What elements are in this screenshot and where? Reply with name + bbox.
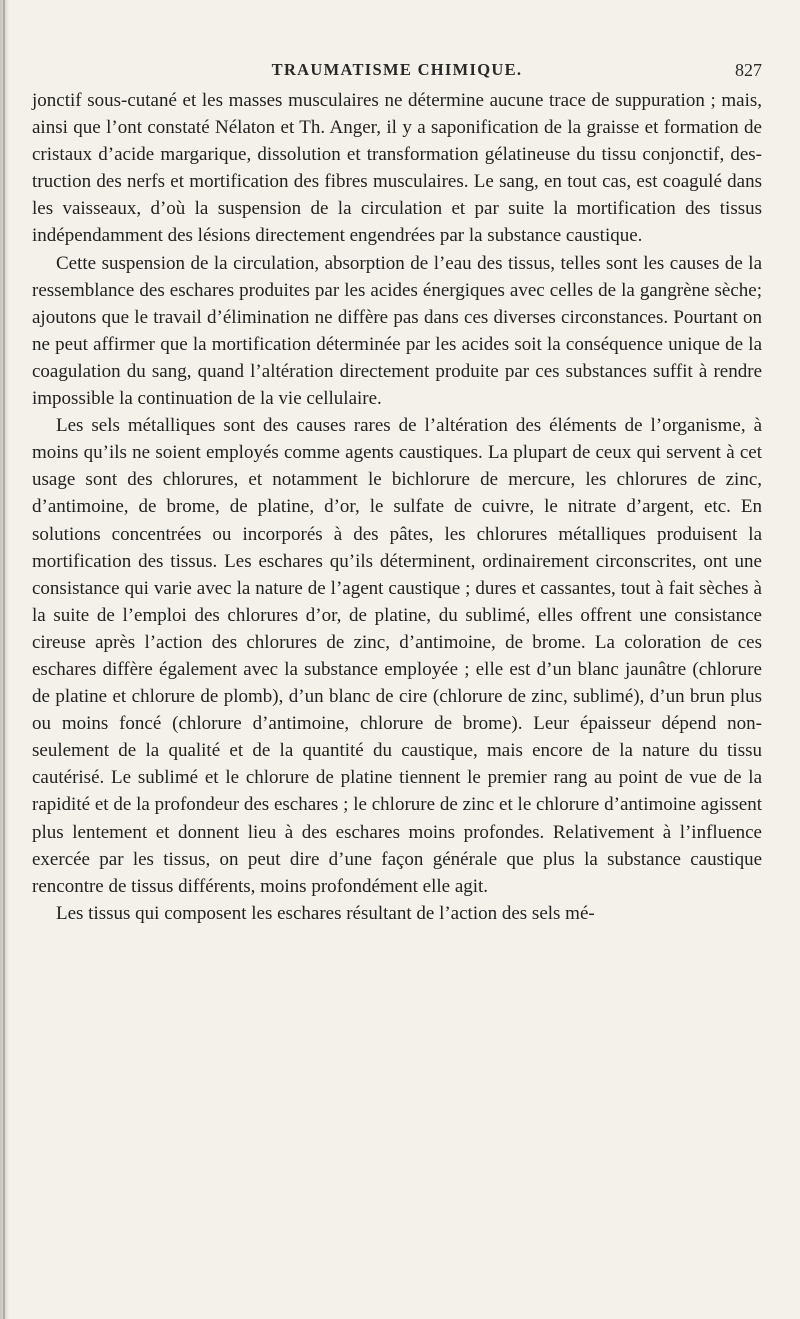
- running-title: TRAUMATISME CHIMIQUE.: [271, 60, 523, 79]
- running-header: [32, 60, 762, 86]
- binding-edge: [0, 0, 9, 1319]
- paragraph: Cette suspension de la circulation, absorption de l’eau des tissus, telles sont les causes de la ressemblance des eschares produites par les acides énergiques avec celles de la gangrène sèche; ajoutons que le travail d’élimination ne diffère pas dans ces diverses circonstances. Pourtant on ne peut affirmer que la mortification déterminée par les acides soit la conséquence unique de la coagulation du sang, quand l’altération directement produite par ces substances suffit à rendre impossible la continuation de la vie cellulaire.: [32, 252, 762, 410]
- paragraph: Les sels métalliques sont des causes rares de l’altération des éléments de l’organisme, à moins qu’ils ne soient employés comme agents caustiques. La plupart de ceux qui servent à cet usage sont des chlorures, et notamment le bichlorure de mercure, les chlorures de zinc, d’antimoine, de brome, de platine, d’or, le sulfate de cuivre, le nitrate d’argent, etc. En solutions concentrées ou incorporés à des pâtes, les chlorures métalliques produisent la mortification des tissus. Les eschares qu’ils déterminent, ordinairement circonscrites, ont une consistance qui varie avec la nature de l’agent caustique ; dures et cassantes, tout à fait sèches à la suite de l’emploi des chlorures d’or, de platine, du sublimé, elles offrent une consistance cireuse après l’action des chlorures de zinc, d’antimoine, de brome. La coloration de ces eschares diffère également avec la substance employée ; elle est d’un blanc jaunâtre (chlorure de platine et chlorure de plomb), d’un blanc de cire (chlorure de zinc, sublimé), d’un brun plus ou moins foncé (chlorure d’antimoine, chlorure de brome). Leur épaisseur dépend non-seulement de la qualité et de la quantité du caustique, mais encore de la nature du tissu cautérisé. Le sublimé et le chlorure de platine tiennent le premier rang au point de vue de la rapidité et de la profondeur des eschares ; le chlorure de zinc et le chlorure d’antimoine agissent plus lentement et donnent lieu à des eschares moins profondes. Relativement à l’influence exercée par les tissus, on peut dire d’une façon générale que plus la substance caustique rencontre de tissus différents, moins profondément elle agit.: [32, 415, 762, 897]
- body-text: [32, 87, 762, 927]
- paragraph: Les tissus qui composent les eschares résultant de l’action des sels mé-: [56, 902, 595, 924]
- binding-shadow-line: [3, 0, 5, 1319]
- paragraph-continuation: jonctif sous-cutané et les masses musculaires ne détermine aucune trace de suppuration ; mais, ainsi que l’ont constaté Nélaton et Th. Anger, il y a saponification de la graisse et formation de cristaux d’acide margarique, dissolution et transformation gélatineuse du tissu conjonctif, destruction des nerfs et mortification des fibres musculaires. Le sang, en tout cas, est coagulé dans les vaisseaux, d’où la suspension de la circulation et par suite la mortification des tissus indépendamment des lésions directement engendrées par la substance caustique.: [32, 90, 762, 247]
- page-number: 827: [735, 60, 762, 80]
